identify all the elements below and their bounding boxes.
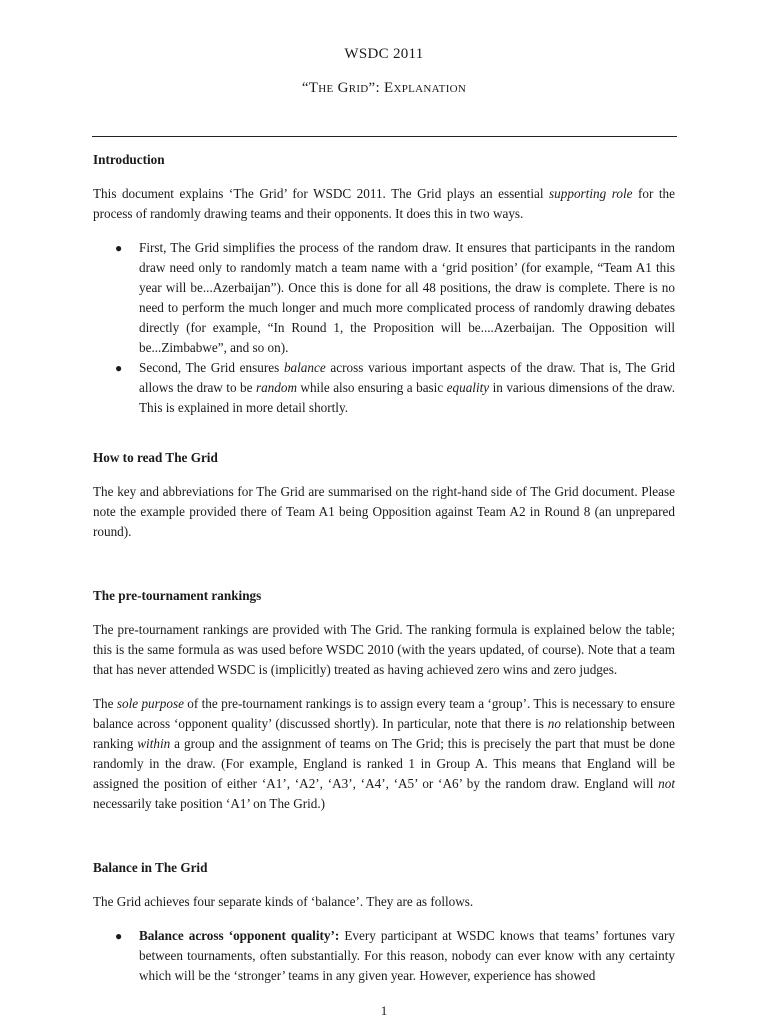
section-heading-how-to-read: How to read The Grid [93,450,218,465]
intro-paragraph: This document explains ‘The Grid’ for WSDC 2011. The Grid plays an essential supporting role for the process of randomly drawing teams and their opponents. It does this in two ways. [93,186,675,221]
intro-bullet-list [93,238,675,418]
balance-bullet-list [93,926,675,986]
rankings-paragraph-2: The sole purpose of the pre-tournament rankings is to assign every team a ‘group’. This is necessary to ensure balance across ‘opponent quality’ (discussed shortly). In particular, note that there is no relationship between ranking within a group and the assignment of teams on The Grid; this is precisely the part that must be done randomly in the draw. (For example, England is ranked 1 in Group A. This means that England will be assigned the position of either ‘A1’, ‘A2’, ‘A3’, ‘A4’, ‘A5’ or ‘A6’ by the random draw. England will not necessarily take position ‘A1’ on The Grid.) [93,696,675,811]
page-number: 1 [380,1003,388,1018]
document-subtitle: “The Grid”: Explanation [301,80,467,96]
section-heading-balance: Balance in The Grid [93,860,208,875]
how-to-read-paragraph: The key and abbreviations for The Grid are summarised on the right-hand side of The Grid document. Please note the example provided there of Team A1 being Opposition against Team A2 in Round 8 (an unprepared round). [93,484,675,539]
document-body [93,150,675,986]
title-divider [92,136,677,137]
document-title: WSDC 2011 [344,46,424,62]
section-heading-introduction: Introduction [93,152,165,167]
bullet-icon: ● [115,361,123,375]
balance-paragraph: The Grid achieves four separate kinds of ‘balance’. They are as follows. [93,894,474,909]
list-item: ● First, The Grid simplifies the process of the random draw. It ensures that participants in the random draw need only to randomly match a team name with a ‘grid position’ (for example, “Team A1 this year will be...Azerbaijan”). Once this is done for all 48 positions, the draw is complete. There is no need to perform the much longer and much more complicated process of randomly drawing debates directly (for example, “In Round 1, the Proposition will be....Azerbaijan. The Opposition will be...Zimbabwe”, and so on). [115,240,675,355]
section-heading-rankings: The pre-tournament rankings [93,588,262,603]
bullet-icon: ● [115,241,123,255]
rankings-paragraph-1: The pre-tournament rankings are provided with The Grid. The ranking formula is explained below the table; this is the same formula as was used before WSDC 2010 (with the years updated, of course). Note that a team that has never attended WSDC is (implicitly) treated as having achieved zero wins and zero judges. [93,622,675,677]
list-item: ● Balance across ‘opponent quality’: Every participant at WSDC knows that teams’ fortunes vary between tournaments, often substantially. For this reason, nobody can ever know with any certainty which will be the ‘stronger’ teams in any given year. However, experience has showed [115,928,675,983]
list-item: ● Second, The Grid ensures balance across various important aspects of the draw. That is, The Grid allows the draw to be random while also ensuring a basic equality in various dimensions of the draw. This is explained in more detail shortly. [115,360,675,415]
bullet-icon: ● [115,929,123,943]
